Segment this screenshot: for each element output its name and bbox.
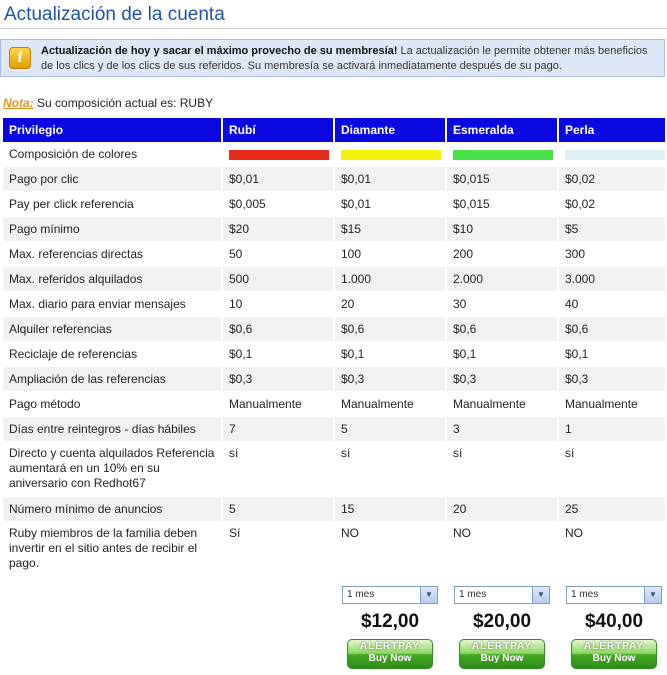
current-membership-text: Su composición actual es: <box>37 96 177 110</box>
period-select-value: 1 mes <box>347 589 375 600</box>
table-cell: $0,01 <box>223 167 335 192</box>
table-cell: $0,02 <box>559 167 667 192</box>
table-cell: 500 <box>223 267 335 292</box>
table-cell: 20 <box>447 497 559 522</box>
notice-text <box>41 44 661 74</box>
color-swatch-ruby <box>229 150 329 160</box>
table-cell: 30 <box>447 292 559 317</box>
table-cell: 7 <box>223 417 335 442</box>
table-row <box>3 167 667 192</box>
table-cell: Manualmente <box>223 392 335 417</box>
table-row <box>3 192 667 217</box>
buy-now-label: Buy Now <box>480 653 524 664</box>
table-cell: $0,3 <box>223 367 335 392</box>
table-cell: $0,015 <box>447 167 559 192</box>
price-emerald: $20,00 <box>472 611 532 632</box>
table-cell: sí <box>559 442 667 497</box>
table-cell: Manualmente <box>559 392 667 417</box>
price-pearl: $40,00 <box>584 611 644 632</box>
buy-now-label: Buy Now <box>592 653 636 664</box>
table-cell: sí <box>335 442 447 497</box>
buy-now-button-pearl[interactable] <box>571 639 657 669</box>
table-cell: $0,1 <box>223 342 335 367</box>
page-title: Actualización de la cuenta <box>4 4 225 25</box>
table-header-row <box>3 118 667 142</box>
period-select-emerald[interactable] <box>454 586 550 604</box>
table-cell: 3.000 <box>559 267 667 292</box>
color-cell <box>335 142 447 167</box>
table-cell: $0,3 <box>335 367 447 392</box>
chevron-down-icon[interactable]: ▼ <box>532 587 549 603</box>
color-row <box>3 142 667 167</box>
color-swatch-pearl <box>565 150 665 160</box>
table-cell: 25 <box>559 497 667 522</box>
table-cell: 300 <box>559 242 667 267</box>
alertpay-logo: ALERTPAY <box>471 641 533 652</box>
header-ruby: Rubí <box>223 118 335 142</box>
table-cell: 40 <box>559 292 667 317</box>
table-row <box>3 417 667 442</box>
period-select-pearl[interactable] <box>566 586 662 604</box>
period-select-diamond[interactable] <box>342 586 438 604</box>
note-label: Nota: <box>3 96 34 110</box>
table-cell: $0,005 <box>223 192 335 217</box>
upgrade-notice <box>0 39 665 77</box>
table-cell: $0,1 <box>335 342 447 367</box>
table-cell: NO <box>335 522 447 578</box>
table-cell: 10 <box>223 292 335 317</box>
table-cell: $0,6 <box>559 317 667 342</box>
table-cell: NO <box>559 522 667 578</box>
header-diamond: Diamante <box>335 118 447 142</box>
notice-bold-text: Actualización de hoy y sacar el máximo provecho de su membresía! <box>41 45 398 57</box>
header-emerald: Esmeralda <box>447 118 559 142</box>
period-select-value: 1 mes <box>571 589 599 600</box>
table-cell: 50 <box>223 242 335 267</box>
table-cell: Directo y cuenta alquilados Referencia aumentará en un 10% en su aniversario con Redhot67 <box>3 442 223 497</box>
table-cell: Pago método <box>3 392 223 417</box>
table-row <box>3 442 667 497</box>
header-pearl: Perla <box>559 118 667 142</box>
table-cell: Reciclaje de referencias <box>3 342 223 367</box>
table-cell: $15 <box>335 217 447 242</box>
color-swatch-diamond <box>341 150 441 160</box>
info-icon: i <box>9 47 31 69</box>
privileges-table <box>3 118 667 578</box>
table-cell: 5 <box>223 497 335 522</box>
table-cell: $0,6 <box>335 317 447 342</box>
table-cell: Ruby miembros de la familia deben invertir en el sitio antes de recibir el pago. <box>3 522 223 578</box>
table-cell: Días entre reintegros - días hábiles <box>3 417 223 442</box>
table-cell: sí <box>223 442 335 497</box>
table-cell: Manualmente <box>447 392 559 417</box>
color-swatch-emerald <box>453 150 553 160</box>
current-membership-value: RUBY <box>179 96 214 110</box>
table-cell: 15 <box>335 497 447 522</box>
table-cell: $0,02 <box>559 192 667 217</box>
table-row <box>3 267 667 292</box>
table-cell: Pay per click referencia <box>3 192 223 217</box>
table-cell: $0,1 <box>447 342 559 367</box>
table-cell: $0,01 <box>335 192 447 217</box>
table-row <box>3 392 667 417</box>
table-cell: 200 <box>447 242 559 267</box>
table-cell: 3 <box>447 417 559 442</box>
table-cell: $20 <box>223 217 335 242</box>
table-cell: $5 <box>559 217 667 242</box>
price-diamond: $12,00 <box>360 611 420 632</box>
table-cell: 1.000 <box>335 267 447 292</box>
table-row <box>3 217 667 242</box>
color-cell <box>559 142 667 167</box>
color-cell <box>447 142 559 167</box>
header-privilege: Privilegio <box>3 118 223 142</box>
table-cell: $0,6 <box>447 317 559 342</box>
table-cell: sí <box>447 442 559 497</box>
table-cell: $0,3 <box>559 367 667 392</box>
chevron-down-icon[interactable]: ▼ <box>644 587 661 603</box>
table-cell: 100 <box>335 242 447 267</box>
chevron-down-icon[interactable]: ▼ <box>420 587 437 603</box>
table-cell: 20 <box>335 292 447 317</box>
table-cell: Pago mínimo <box>3 217 223 242</box>
buy-now-label: Buy Now <box>368 653 412 664</box>
purchase-pearl <box>564 586 664 669</box>
table-cell: $0,01 <box>335 167 447 192</box>
table-cell: Pago por clic <box>3 167 223 192</box>
purchase-emerald <box>452 586 552 669</box>
table-cell: Número mínimo de anuncios <box>3 497 223 522</box>
alertpay-logo: ALERTPAY <box>359 641 421 652</box>
table-cell: 1 <box>559 417 667 442</box>
table-cell: $0,3 <box>447 367 559 392</box>
table-cell: $10 <box>447 217 559 242</box>
purchase-diamond <box>340 586 440 669</box>
table-row <box>3 342 667 367</box>
table-row <box>3 292 667 317</box>
table-cell: Composición de colores <box>3 142 223 167</box>
table-cell: Max. diario para enviar mensajes <box>3 292 223 317</box>
period-select-value: 1 mes <box>459 589 487 600</box>
table-cell: $0,1 <box>559 342 667 367</box>
current-membership <box>3 96 213 110</box>
table-cell: $0,015 <box>447 192 559 217</box>
table-cell: Sí <box>223 522 335 578</box>
buy-now-button-emerald[interactable] <box>459 639 545 669</box>
table-row <box>3 317 667 342</box>
table-row <box>3 367 667 392</box>
table-cell: Ampliación de las referencias <box>3 367 223 392</box>
alertpay-logo: ALERTPAY <box>583 641 645 652</box>
table-cell: Alquiler referencias <box>3 317 223 342</box>
table-cell: NO <box>447 522 559 578</box>
table-cell: Manualmente <box>335 392 447 417</box>
table-row <box>3 242 667 267</box>
table-row <box>3 522 667 578</box>
notice-body-text: La actualización le permite obtener más beneficios de los clics y de los clics de sus referidos. Su membresía se activará inmediatamente después de su pago. <box>41 45 648 72</box>
table-cell: 5 <box>335 417 447 442</box>
table-cell: 2.000 <box>447 267 559 292</box>
title-divider <box>0 28 667 29</box>
table-cell: Max. referencias directas <box>3 242 223 267</box>
color-cell <box>223 142 335 167</box>
buy-now-button-diamond[interactable] <box>347 639 433 669</box>
table-cell: Max. referidos alquilados <box>3 267 223 292</box>
table-cell: $0,6 <box>223 317 335 342</box>
table-row <box>3 497 667 522</box>
